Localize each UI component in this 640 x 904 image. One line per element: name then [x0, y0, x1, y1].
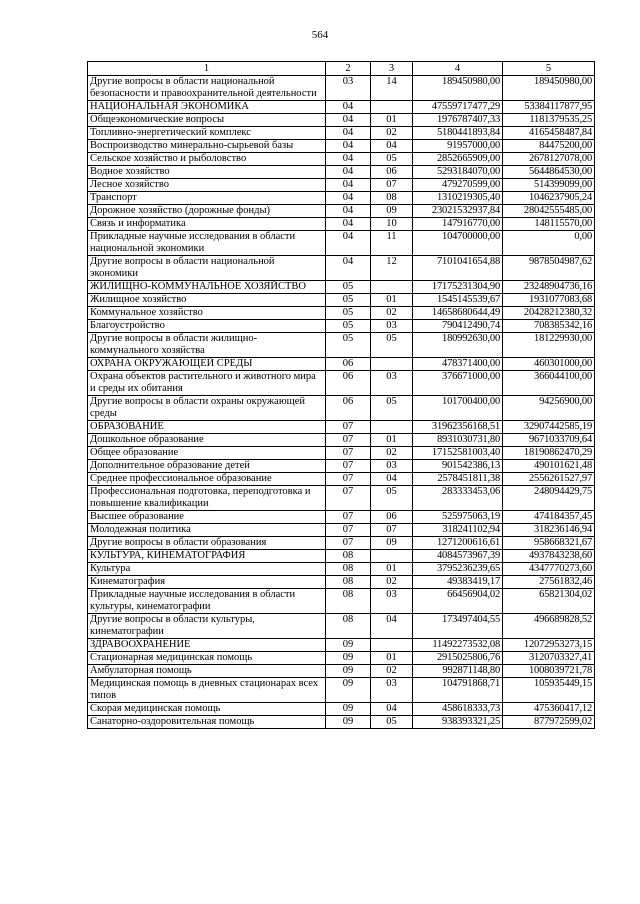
- row-subsection-code: 04: [371, 614, 413, 639]
- table-row: [88, 665, 595, 678]
- row-amount-2: 0,00: [503, 231, 595, 256]
- table-row: [88, 576, 595, 589]
- row-amount-1: 17175231304,90: [413, 281, 503, 294]
- header-cell-amount-1: 4: [413, 62, 503, 76]
- table-row: [88, 678, 595, 703]
- row-subsection-code: 01: [371, 114, 413, 127]
- row-section-code: 04: [326, 153, 371, 166]
- row-section-code: 09: [326, 703, 371, 716]
- header-row: [88, 62, 595, 76]
- row-section-code: 04: [326, 101, 371, 114]
- row-section-code: 06: [326, 396, 371, 421]
- table-row: [88, 281, 595, 294]
- row-name-cell: Стационарная медицинская помощь: [88, 652, 326, 665]
- row-amount-2: 105935449,15: [503, 678, 595, 703]
- row-subsection-code: 01: [371, 434, 413, 447]
- table-row: [88, 639, 595, 652]
- row-name-cell: Профессиональная подготовка, переподготовка и повышение квалификации: [88, 486, 326, 511]
- row-subsection-code: 02: [371, 307, 413, 320]
- row-name-cell: Культура: [88, 563, 326, 576]
- row-amount-2: 1931077083,68: [503, 294, 595, 307]
- row-name-cell: Водное хозяйство: [88, 166, 326, 179]
- row-name-cell: Воспроизводство минерально-сырьевой базы: [88, 140, 326, 153]
- row-section-code: 07: [326, 460, 371, 473]
- row-section-code: 08: [326, 576, 371, 589]
- row-amount-2: 1181379535,25: [503, 114, 595, 127]
- table-row: [88, 614, 595, 639]
- table-row: [88, 434, 595, 447]
- row-section-code: 08: [326, 589, 371, 614]
- row-subsection-code: 03: [371, 320, 413, 333]
- row-section-code: 09: [326, 652, 371, 665]
- row-amount-1: 104700000,00: [413, 231, 503, 256]
- row-name-cell: Санаторно-оздоровительная помощь: [88, 716, 326, 729]
- row-subsection-code: [371, 101, 413, 114]
- table-body: [88, 76, 595, 729]
- row-section-code: 04: [326, 218, 371, 231]
- table-row: [88, 192, 595, 205]
- budget-table: [87, 61, 595, 729]
- row-section-code: 07: [326, 537, 371, 550]
- row-amount-2: 4937843238,60: [503, 550, 595, 563]
- row-amount-2: 189450980,00: [503, 76, 595, 101]
- row-subsection-code: 04: [371, 473, 413, 486]
- row-section-code: 07: [326, 421, 371, 434]
- row-subsection-code: 01: [371, 652, 413, 665]
- table-row: [88, 307, 595, 320]
- row-section-code: 05: [326, 281, 371, 294]
- row-subsection-code: 14: [371, 76, 413, 101]
- row-subsection-code: [371, 639, 413, 652]
- row-name-cell: Молодежная политика: [88, 524, 326, 537]
- row-name-cell: Скорая медицинская помощь: [88, 703, 326, 716]
- row-amount-1: 147916770,00: [413, 218, 503, 231]
- row-amount-1: 478371400,00: [413, 358, 503, 371]
- row-subsection-code: 06: [371, 511, 413, 524]
- row-amount-2: 248094429,75: [503, 486, 595, 511]
- row-subsection-code: 09: [371, 537, 413, 550]
- row-subsection-code: 02: [371, 447, 413, 460]
- row-name-cell: Сельское хозяйство и рыболовство: [88, 153, 326, 166]
- row-name-cell: Общее образование: [88, 447, 326, 460]
- table-row: [88, 421, 595, 434]
- row-amount-1: 790412490,74: [413, 320, 503, 333]
- row-subsection-code: 01: [371, 563, 413, 576]
- row-amount-2: 1008039721,78: [503, 665, 595, 678]
- row-subsection-code: 03: [371, 371, 413, 396]
- table-row: [88, 460, 595, 473]
- row-subsection-code: 03: [371, 678, 413, 703]
- row-amount-2: 9878504987,62: [503, 256, 595, 281]
- row-subsection-code: 02: [371, 127, 413, 140]
- row-amount-1: 7101041654,88: [413, 256, 503, 281]
- row-section-code: 07: [326, 447, 371, 460]
- row-subsection-code: [371, 550, 413, 563]
- row-section-code: 09: [326, 678, 371, 703]
- table-row: [88, 294, 595, 307]
- row-subsection-code: 07: [371, 179, 413, 192]
- row-amount-2: 708385342,16: [503, 320, 595, 333]
- row-amount-1: 1976787407,33: [413, 114, 503, 127]
- row-amount-1: 1271200616,61: [413, 537, 503, 550]
- row-amount-2: 318236146,94: [503, 524, 595, 537]
- row-amount-2: 9671033709,64: [503, 434, 595, 447]
- table-row: [88, 179, 595, 192]
- row-amount-2: 65821304,02: [503, 589, 595, 614]
- row-name-cell: Другие вопросы в области культуры, кинематографии: [88, 614, 326, 639]
- row-section-code: 07: [326, 511, 371, 524]
- row-subsection-code: [371, 421, 413, 434]
- table-row: [88, 114, 595, 127]
- row-amount-1: 189450980,00: [413, 76, 503, 101]
- row-amount-2: 18190862470,29: [503, 447, 595, 460]
- row-section-code: 03: [326, 76, 371, 101]
- row-amount-1: 5293184070,00: [413, 166, 503, 179]
- row-name-cell: Связь и информатика: [88, 218, 326, 231]
- row-section-code: 07: [326, 486, 371, 511]
- row-section-code: 06: [326, 371, 371, 396]
- row-name-cell: Прикладные научные исследования в области культуры, кинематографии: [88, 589, 326, 614]
- row-amount-1: 901542386,13: [413, 460, 503, 473]
- table-row: [88, 333, 595, 358]
- row-amount-2: 2678127078,00: [503, 153, 595, 166]
- row-amount-1: 101700400,00: [413, 396, 503, 421]
- row-amount-2: 84475200,00: [503, 140, 595, 153]
- row-amount-2: 53384117877,95: [503, 101, 595, 114]
- row-name-cell: Общеэкономические вопросы: [88, 114, 326, 127]
- row-amount-1: 8931030731,80: [413, 434, 503, 447]
- row-subsection-code: 01: [371, 294, 413, 307]
- row-amount-2: 4165458487,84: [503, 127, 595, 140]
- row-amount-2: 460301000,00: [503, 358, 595, 371]
- row-name-cell: Высшее образование: [88, 511, 326, 524]
- table-row: [88, 320, 595, 333]
- row-amount-1: 31962356168,51: [413, 421, 503, 434]
- row-section-code: 04: [326, 192, 371, 205]
- table-row: [88, 486, 595, 511]
- row-section-code: 09: [326, 716, 371, 729]
- row-subsection-code: 11: [371, 231, 413, 256]
- table-row: [88, 716, 595, 729]
- row-amount-2: 366044100,00: [503, 371, 595, 396]
- row-name-cell: Другие вопросы в области национальной безопасности и правоохранительной деятельности: [88, 76, 326, 101]
- row-amount-1: 91957000,00: [413, 140, 503, 153]
- table-row: [88, 231, 595, 256]
- row-amount-2: 877972599,02: [503, 716, 595, 729]
- row-amount-1: 5180441893,84: [413, 127, 503, 140]
- row-subsection-code: 03: [371, 460, 413, 473]
- row-amount-2: 496689828,52: [503, 614, 595, 639]
- row-amount-1: 1310219305,40: [413, 192, 503, 205]
- row-amount-1: 458618333,73: [413, 703, 503, 716]
- table-row: [88, 101, 595, 114]
- row-subsection-code: 05: [371, 716, 413, 729]
- row-section-code: 07: [326, 524, 371, 537]
- table-row: [88, 550, 595, 563]
- row-section-code: 04: [326, 114, 371, 127]
- row-amount-1: 2852665909,00: [413, 153, 503, 166]
- row-amount-1: 4084573967,39: [413, 550, 503, 563]
- row-amount-2: 490101621,48: [503, 460, 595, 473]
- row-amount-2: 94256900,00: [503, 396, 595, 421]
- row-section-code: 05: [326, 333, 371, 358]
- row-amount-2: 32907442585,19: [503, 421, 595, 434]
- row-section-code: 04: [326, 166, 371, 179]
- row-amount-1: 1545145539,67: [413, 294, 503, 307]
- row-name-cell: ЗДРАВООХРАНЕНИЕ: [88, 639, 326, 652]
- table-row: [88, 396, 595, 421]
- row-section-code: 04: [326, 256, 371, 281]
- row-amount-1: 17152581003,40: [413, 447, 503, 460]
- row-section-code: 08: [326, 550, 371, 563]
- row-amount-1: 376671000,00: [413, 371, 503, 396]
- row-name-cell: ОХРАНА ОКРУЖАЮЩЕЙ СРЕДЫ: [88, 358, 326, 371]
- table-row: [88, 703, 595, 716]
- table-row: [88, 153, 595, 166]
- row-subsection-code: 05: [371, 396, 413, 421]
- row-subsection-code: 05: [371, 153, 413, 166]
- row-amount-2: 475360417,12: [503, 703, 595, 716]
- table-row: [88, 524, 595, 537]
- row-subsection-code: 02: [371, 665, 413, 678]
- table-row: [88, 76, 595, 101]
- row-subsection-code: [371, 281, 413, 294]
- table-row: [88, 127, 595, 140]
- row-name-cell: Прикладные научные исследования в области национальной экономики: [88, 231, 326, 256]
- row-subsection-code: 04: [371, 140, 413, 153]
- table-row: [88, 205, 595, 218]
- table-row: [88, 256, 595, 281]
- row-amount-1: 479270599,00: [413, 179, 503, 192]
- row-name-cell: Жилищное хозяйство: [88, 294, 326, 307]
- row-name-cell: КУЛЬТУРА, КИНЕМАТОГРАФИЯ: [88, 550, 326, 563]
- row-name-cell: Благоустройство: [88, 320, 326, 333]
- row-name-cell: Дошкольное образование: [88, 434, 326, 447]
- row-name-cell: Топливно-энергетический комплекс: [88, 127, 326, 140]
- row-subsection-code: 08: [371, 192, 413, 205]
- header-cell-subsection: 3: [371, 62, 413, 76]
- row-name-cell: Другие вопросы в области охраны окружающей среды: [88, 396, 326, 421]
- table-row: [88, 358, 595, 371]
- table-row: [88, 140, 595, 153]
- row-section-code: 09: [326, 639, 371, 652]
- row-section-code: 04: [326, 179, 371, 192]
- table-row: [88, 447, 595, 460]
- row-name-cell: Охрана объектов растительного и животного мира и среды их обитания: [88, 371, 326, 396]
- row-subsection-code: 09: [371, 205, 413, 218]
- row-amount-2: 2556261527,97: [503, 473, 595, 486]
- row-amount-2: 12072953273,15: [503, 639, 595, 652]
- header-cell-amount-2: 5: [503, 62, 595, 76]
- table-row: [88, 563, 595, 576]
- row-name-cell: Другие вопросы в области национальной экономики: [88, 256, 326, 281]
- row-amount-2: 514399099,00: [503, 179, 595, 192]
- row-amount-2: 474184357,45: [503, 511, 595, 524]
- row-amount-2: 5644864530,00: [503, 166, 595, 179]
- row-subsection-code: 05: [371, 333, 413, 358]
- row-amount-1: 180992630,00: [413, 333, 503, 358]
- row-section-code: 06: [326, 358, 371, 371]
- row-amount-1: 173497404,55: [413, 614, 503, 639]
- row-subsection-code: 03: [371, 589, 413, 614]
- row-section-code: 07: [326, 473, 371, 486]
- row-section-code: 09: [326, 665, 371, 678]
- row-section-code: 08: [326, 563, 371, 576]
- row-name-cell: ЖИЛИЩНО-КОММУНАЛЬНОЕ ХОЗЯЙСТВО: [88, 281, 326, 294]
- row-subsection-code: 06: [371, 166, 413, 179]
- table-row: [88, 371, 595, 396]
- row-amount-2: 958668321,67: [503, 537, 595, 550]
- table-row: [88, 589, 595, 614]
- row-name-cell: Лесное хозяйство: [88, 179, 326, 192]
- row-amount-2: 4347770273,60: [503, 563, 595, 576]
- row-amount-2: 148115570,00: [503, 218, 595, 231]
- row-name-cell: Коммунальное хозяйство: [88, 307, 326, 320]
- table-row: [88, 652, 595, 665]
- row-amount-1: 525975063,19: [413, 511, 503, 524]
- row-amount-1: 318241102,94: [413, 524, 503, 537]
- row-amount-2: 3120703327,41: [503, 652, 595, 665]
- row-name-cell: ОБРАЗОВАНИЕ: [88, 421, 326, 434]
- table-row: [88, 166, 595, 179]
- row-amount-1: 23021532937,84: [413, 205, 503, 218]
- row-name-cell: Среднее профессиональное образование: [88, 473, 326, 486]
- row-amount-1: 11492273532,08: [413, 639, 503, 652]
- row-amount-2: 23248904736,16: [503, 281, 595, 294]
- row-subsection-code: 07: [371, 524, 413, 537]
- row-subsection-code: 12: [371, 256, 413, 281]
- table-row: [88, 511, 595, 524]
- table-row: [88, 473, 595, 486]
- table-row: [88, 537, 595, 550]
- row-subsection-code: 04: [371, 703, 413, 716]
- row-amount-1: 66456904,02: [413, 589, 503, 614]
- row-amount-2: 27561832,46: [503, 576, 595, 589]
- row-section-code: 05: [326, 307, 371, 320]
- row-section-code: 05: [326, 294, 371, 307]
- row-amount-1: 938393321,25: [413, 716, 503, 729]
- row-subsection-code: 10: [371, 218, 413, 231]
- row-amount-1: 104791868,71: [413, 678, 503, 703]
- row-name-cell: Медицинская помощь в дневных стационарах всех типов: [88, 678, 326, 703]
- row-name-cell: НАЦИОНАЛЬНАЯ ЭКОНОМИКА: [88, 101, 326, 114]
- row-section-code: 04: [326, 231, 371, 256]
- row-section-code: 05: [326, 320, 371, 333]
- row-amount-1: 14658680644,49: [413, 307, 503, 320]
- row-section-code: 07: [326, 434, 371, 447]
- row-amount-1: 283333453,06: [413, 486, 503, 511]
- row-name-cell: Другие вопросы в области образования: [88, 537, 326, 550]
- row-name-cell: Другие вопросы в области жилищно-коммунального хозяйства: [88, 333, 326, 358]
- row-section-code: 08: [326, 614, 371, 639]
- row-subsection-code: [371, 358, 413, 371]
- row-amount-2: 1046237905,24: [503, 192, 595, 205]
- row-name-cell: Амбулаторная помощь: [88, 665, 326, 678]
- page-number: 564: [311, 29, 329, 41]
- row-section-code: 04: [326, 127, 371, 140]
- row-name-cell: Дорожное хозяйство (дорожные фонды): [88, 205, 326, 218]
- row-section-code: 04: [326, 205, 371, 218]
- row-subsection-code: 05: [371, 486, 413, 511]
- row-amount-1: 2915025806,76: [413, 652, 503, 665]
- row-name-cell: Кинематография: [88, 576, 326, 589]
- row-section-code: 04: [326, 140, 371, 153]
- row-amount-1: 992871148,80: [413, 665, 503, 678]
- row-amount-2: 181229930,00: [503, 333, 595, 358]
- row-amount-2: 20428212380,32: [503, 307, 595, 320]
- row-name-cell: Транспорт: [88, 192, 326, 205]
- row-name-cell: Дополнительное образование детей: [88, 460, 326, 473]
- row-subsection-code: 02: [371, 576, 413, 589]
- row-amount-1: 2578451811,38: [413, 473, 503, 486]
- table-row: [88, 218, 595, 231]
- header-cell-name: 1: [88, 62, 326, 76]
- row-amount-1: 3795236239,65: [413, 563, 503, 576]
- row-amount-1: 47559717477,29: [413, 101, 503, 114]
- row-amount-2: 28042555485,00: [503, 205, 595, 218]
- header-cell-section: 2: [326, 62, 371, 76]
- row-amount-1: 49383419,17: [413, 576, 503, 589]
